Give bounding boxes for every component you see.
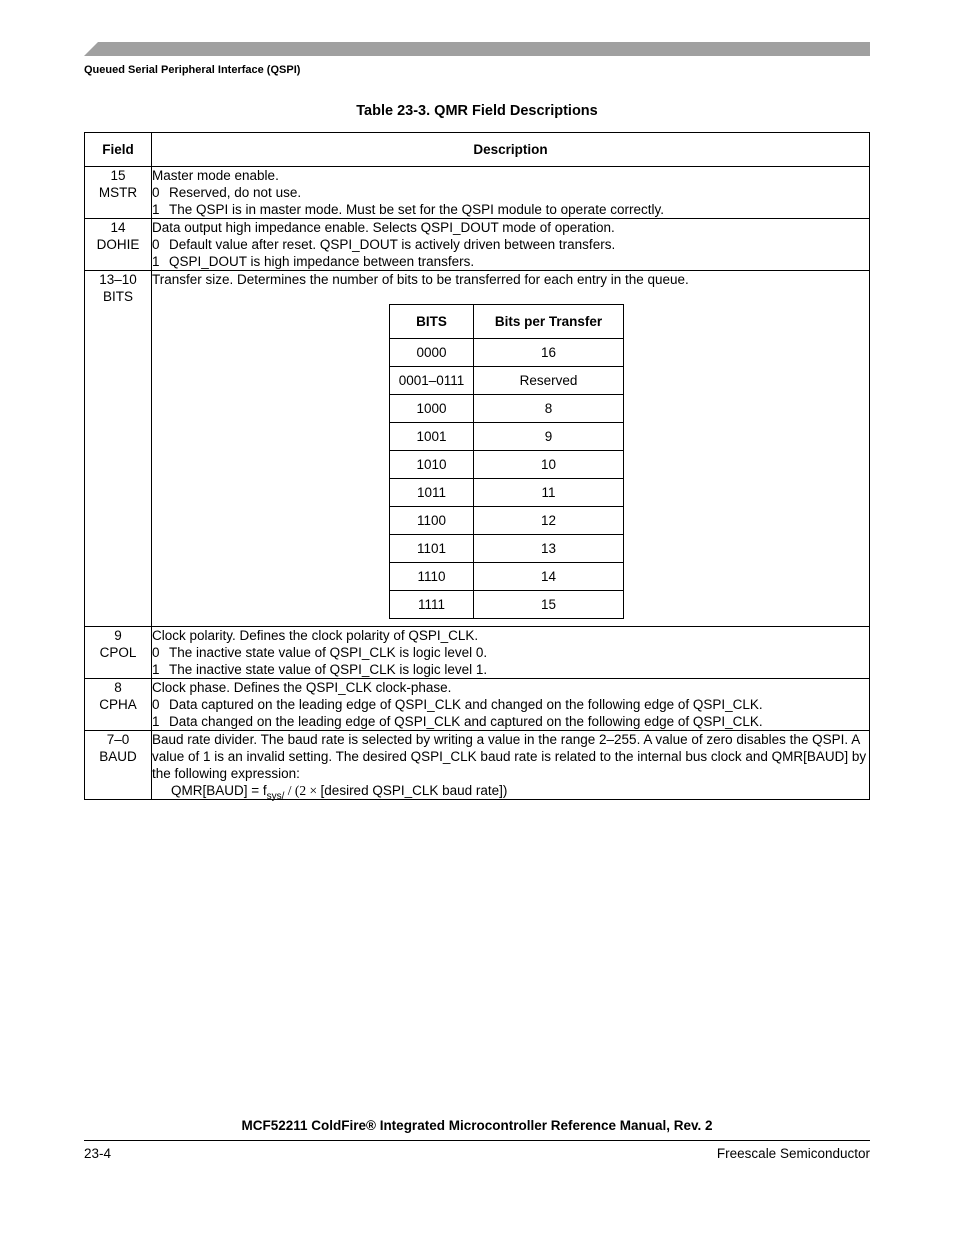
field-description: Clock polarity. Defines the clock polarity of QSPI_CLK. — [152, 628, 479, 643]
footer-divider — [84, 1140, 870, 1141]
option-line — [152, 696, 869, 713]
field-bits: 7–0 — [106, 732, 130, 747]
sub-table-row — [390, 451, 624, 479]
sub-table-row — [390, 395, 624, 423]
table-row — [85, 627, 870, 679]
table-row — [85, 219, 870, 271]
sub-table-row — [390, 507, 624, 535]
transfer-size: 8 — [474, 395, 624, 423]
table-row — [85, 679, 870, 731]
header-bar — [84, 42, 870, 56]
option-text: Reserved, do not use. — [169, 185, 302, 200]
option-text: The inactive state value of QSPI_CLK is logic level 1. — [169, 662, 488, 677]
description-cell — [152, 679, 870, 731]
sub-table-row — [390, 423, 624, 451]
bits-value: 1000 — [390, 395, 474, 423]
option-text: The QSPI is in master mode. Must be set for the QSPI module to operate correctly. — [169, 202, 664, 217]
transfer-size: 16 — [474, 339, 624, 367]
option-value: 1 — [152, 254, 160, 269]
sub-table-row — [390, 339, 624, 367]
baud-expression — [152, 782, 869, 802]
footer-title: MCF52211 ColdFire® Integrated Microcontroller Reference Manual, Rev. 2 — [241, 1118, 713, 1133]
option-text: The inactive state value of QSPI_CLK is logic level 0. — [169, 645, 488, 660]
expression-rhs: [desired QSPI_CLK baud rate]) — [320, 783, 508, 798]
field-cell — [85, 679, 152, 731]
transfer-size: 9 — [474, 423, 624, 451]
option-line — [152, 184, 869, 201]
field-name: BAUD — [99, 749, 137, 764]
field-bits: 9 — [114, 628, 122, 643]
field-description: Clock phase. Defines the QSPI_CLK clock-phase. — [152, 680, 452, 695]
transfer-size: 15 — [474, 591, 624, 619]
option-value: 1 — [152, 662, 160, 677]
transfer-size: 10 — [474, 451, 624, 479]
field-description: Master mode enable. — [152, 168, 279, 183]
option-text: QSPI_DOUT is high impedance between transfers. — [169, 254, 475, 269]
table-row — [85, 271, 870, 627]
bits-column-header: BITS — [390, 305, 474, 339]
table-header-row — [85, 133, 870, 167]
option-text: Default value after reset. QSPI_DOUT is actively driven between transfers. — [169, 237, 616, 252]
table-caption: Table 23-3. QMR Field Descriptions — [356, 103, 598, 119]
transfer-size: Reserved — [474, 367, 624, 395]
bits-value: 0001–0111 — [390, 367, 474, 395]
sub-table-row — [390, 563, 624, 591]
option-line — [152, 253, 869, 270]
expression-lhs: QMR[BAUD] = f — [171, 783, 267, 798]
option-value: 0 — [152, 697, 160, 712]
bits-value: 1010 — [390, 451, 474, 479]
description-column-header: Description — [152, 133, 870, 167]
field-bits: 8 — [114, 680, 122, 695]
table-row — [85, 167, 870, 219]
header-bar-shape — [84, 42, 870, 56]
expression-subscript: sys/ — [266, 791, 285, 802]
option-line — [152, 236, 869, 253]
field-cell — [85, 219, 152, 271]
running-header: Queued Serial Peripheral Interface (QSPI) — [84, 64, 301, 76]
option-line — [152, 661, 869, 678]
transfer-size: 12 — [474, 507, 624, 535]
bits-value: 0000 — [390, 339, 474, 367]
field-cell — [85, 271, 152, 627]
sub-table-row — [390, 535, 624, 563]
field-cell — [85, 167, 152, 219]
field-bits: 15 — [110, 168, 126, 183]
bits-value: 1111 — [390, 591, 474, 619]
option-text: Data captured on the leading edge of QSPI_CLK and changed on the following edge of QSPI_CLK. — [169, 697, 763, 712]
option-value: 1 — [152, 202, 160, 217]
field-cell — [85, 627, 152, 679]
field-bits: 14 — [110, 220, 126, 235]
page-number: 23-4 — [84, 1146, 112, 1161]
description-cell — [152, 731, 870, 800]
bits-value: 1001 — [390, 423, 474, 451]
field-name: MSTR — [98, 185, 138, 200]
sub-table-row — [390, 479, 624, 507]
transfer-size: 14 — [474, 563, 624, 591]
option-value: 0 — [152, 185, 160, 200]
field-name: BITS — [102, 289, 133, 304]
option-line — [152, 713, 869, 730]
sub-table-row — [390, 367, 624, 395]
sub-table-header-row — [390, 305, 624, 339]
option-value: 0 — [152, 645, 160, 660]
sub-table-row — [390, 591, 624, 619]
bits-value: 1100 — [390, 507, 474, 535]
transfer-size: 11 — [474, 479, 624, 507]
field-name: CPHA — [99, 697, 137, 712]
description-cell — [152, 627, 870, 679]
field-description: Data output high impedance enable. Selects QSPI_DOUT mode of operation. — [152, 220, 615, 235]
bits-value: 1101 — [390, 535, 474, 563]
bits-value: 1011 — [390, 479, 474, 507]
option-line — [152, 201, 869, 218]
description-cell — [152, 167, 870, 219]
field-name: DOHIE — [96, 237, 140, 252]
bits-value: 1110 — [390, 563, 474, 591]
field-cell — [85, 731, 152, 800]
field-description: Baud rate divider. The baud rate is selected by writing a value in the range 2–255. A value of zero disables the QSPI. A value of 1 is an invalid setting. The desired QSPI_CLK baud rate is related to the internal bus clock and QMR[BAUD] by the following expression: — [152, 732, 867, 781]
bits-encoding-table — [389, 304, 624, 619]
expression-operator: / (2 × — [284, 783, 321, 798]
transfer-size: 13 — [474, 535, 624, 563]
description-cell — [152, 219, 870, 271]
option-value: 0 — [152, 237, 160, 252]
option-text: Data changed on the leading edge of QSPI_CLK and captured on the following edge of QSPI_CLK. — [169, 714, 763, 729]
qmr-field-table — [84, 132, 870, 800]
bits-per-transfer-column-header: Bits per Transfer — [474, 305, 624, 339]
table-row — [85, 731, 870, 800]
field-column-header: Field — [85, 133, 152, 167]
company-name: Freescale Semiconductor — [716, 1146, 870, 1161]
field-bits: 13–10 — [99, 272, 137, 287]
field-description: Transfer size. Determines the number of bits to be transferred for each entry in the queue. — [152, 272, 689, 287]
option-value: 1 — [152, 714, 160, 729]
option-line — [152, 644, 869, 661]
description-cell — [152, 271, 870, 627]
field-name: CPOL — [99, 645, 137, 660]
